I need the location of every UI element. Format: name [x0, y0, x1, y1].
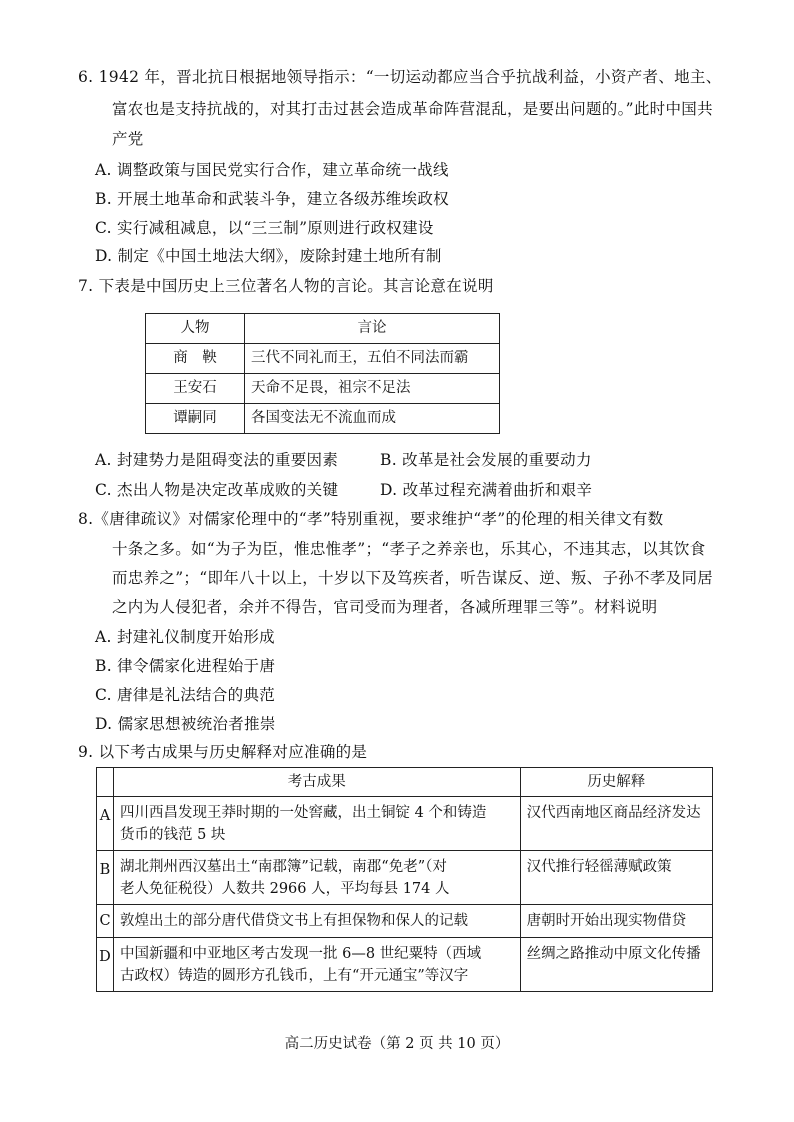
finding-line: 古政权）铸造的圆形方孔钱币，上有“开元通宝”等汉字: [119, 968, 469, 984]
table-cell-quote: 各国变法无不流血而成: [245, 404, 500, 434]
table-header-cell: 考古成果: [113, 768, 520, 797]
table-cell-person: 王安石: [146, 374, 245, 404]
q9-stem: 9. 以下考古成果与历史解释对应准确的是: [78, 743, 368, 761]
q8-stem-line-4: 之内为人侵犯者，余并不得告，官司受而为理者，各减所理罪三等”。材料说明: [112, 598, 658, 616]
table-row: [97, 938, 713, 992]
finding-line: 敦煌出土的部分唐代借贷文书上有担保物和保人的记载: [119, 913, 468, 929]
finding-line: 货币的钱范 5 块: [119, 827, 226, 843]
q8-stem-line-2: 十条之多。如“为子为臣，惟忠惟孝”；“孝子之养亲也，乐其心，不违其志，以其饮食: [112, 540, 706, 558]
table-row: [146, 374, 500, 404]
q6-stem-line-3: 产党: [112, 130, 144, 148]
table-header-cell: 言论: [245, 314, 500, 344]
q6-stem-line-1: 6. 1942 年，晋北抗日根据地领导指示：“一切运动都应当合乎抗战利益，小资产者、地主、: [78, 68, 722, 86]
table-header-row: [97, 768, 713, 797]
row-label: C: [97, 905, 114, 938]
q6-option-d: D. 制定《中国土地法大纲》，废除封建土地所有制: [95, 247, 442, 265]
explanation-cell: 汉代推行轻徭薄赋政策: [520, 851, 712, 905]
q7-option-a: A. 封建势力是阻碍变法的重要因素: [95, 451, 339, 469]
table-cell-quote: 天命不足畏，祖宗不足法: [245, 374, 500, 404]
row-label: D: [97, 938, 114, 992]
table-row: [97, 851, 713, 905]
finding-cell: [113, 851, 520, 905]
finding-cell: [113, 905, 520, 938]
explanation-cell: 汉代西南地区商品经济发达: [520, 797, 712, 851]
table-row: [97, 797, 713, 851]
table-header-cell: [97, 768, 114, 797]
table-header-cell: 历史解释: [520, 768, 712, 797]
table-header-row: [146, 314, 500, 344]
q6-option-c: C. 实行减租减息，以“三三制”原则进行政权建设: [95, 219, 434, 237]
q8-stem-line-3: 而忠养之”；“即年八十以上，十岁以下及笃疾者，听告谋反、逆、叛、子孙不孝及同居: [112, 569, 714, 587]
row-label: A: [97, 797, 114, 851]
finding-line: 四川西昌发现王莽时期的一处窖藏，出土铜锭 4 个和铸造: [119, 805, 487, 821]
q7-option-c: C. 杰出人物是决定改革成败的关键: [95, 481, 339, 499]
q6-stem-line-2: 富农也是支持抗战的，对其打击过甚会造成革命阵营混乱，是要出问题的。”此时中国共: [112, 100, 713, 118]
q7-table: [145, 313, 500, 434]
table-cell-quote: 三代不同礼而王，五伯不同法而霸: [245, 344, 500, 374]
table-cell-person: 谭嗣同: [146, 404, 245, 434]
q8-stem-line-1: 8.《唐律疏议》对儒家伦理中的“孝”特别重视，要求维护“孝”的伦理的相关律文有数: [78, 510, 664, 528]
row-label: B: [97, 851, 114, 905]
finding-line: 湖北荆州西汉墓出土“南郡簿”记载，南郡“免老”（对: [119, 859, 447, 875]
table-row: [97, 905, 713, 938]
finding-line: 老人免征税役）人数共 2966 人，平均每县 174 人: [119, 881, 450, 897]
page-footer: 高二历史试卷（第 2 页 共 10 页）: [284, 1036, 510, 1052]
q6-option-b: B. 开展土地革命和武装斗争，建立各级苏维埃政权: [95, 190, 449, 208]
q9-table: [96, 767, 713, 992]
q8-option-b: B. 律令儒家化进程始于唐: [95, 657, 276, 675]
explanation-cell: 丝绸之路推动中原文化传播: [520, 938, 712, 992]
table-header-cell: 人物: [146, 314, 245, 344]
table-cell-person: 商 鞅: [146, 344, 245, 374]
q6-option-a: A. 调整政策与国民党实行合作，建立革命统一战线: [95, 161, 449, 179]
explanation-cell: 唐朝时开始出现实物借贷: [520, 905, 712, 938]
q8-option-d: D. 儒家思想被统治者推崇: [95, 715, 276, 733]
finding-cell: [113, 797, 520, 851]
q8-option-c: C. 唐律是礼法结合的典范: [95, 686, 276, 704]
q7-option-b: B. 改革是社会发展的重要动力: [380, 451, 592, 469]
table-row: [146, 344, 500, 374]
finding-line: 中国新疆和中亚地区考古发现一批 6—8 世纪粟特（西域: [119, 946, 482, 962]
q7-stem: 7. 下表是中国历史上三位著名人物的言论。其言论意在说明: [78, 277, 494, 295]
q7-option-d: D. 改革过程充满着曲折和艰辛: [380, 481, 593, 499]
table-row: [146, 404, 500, 434]
finding-cell: [113, 938, 520, 992]
q8-option-a: A. 封建礼仪制度开始形成: [95, 628, 275, 646]
